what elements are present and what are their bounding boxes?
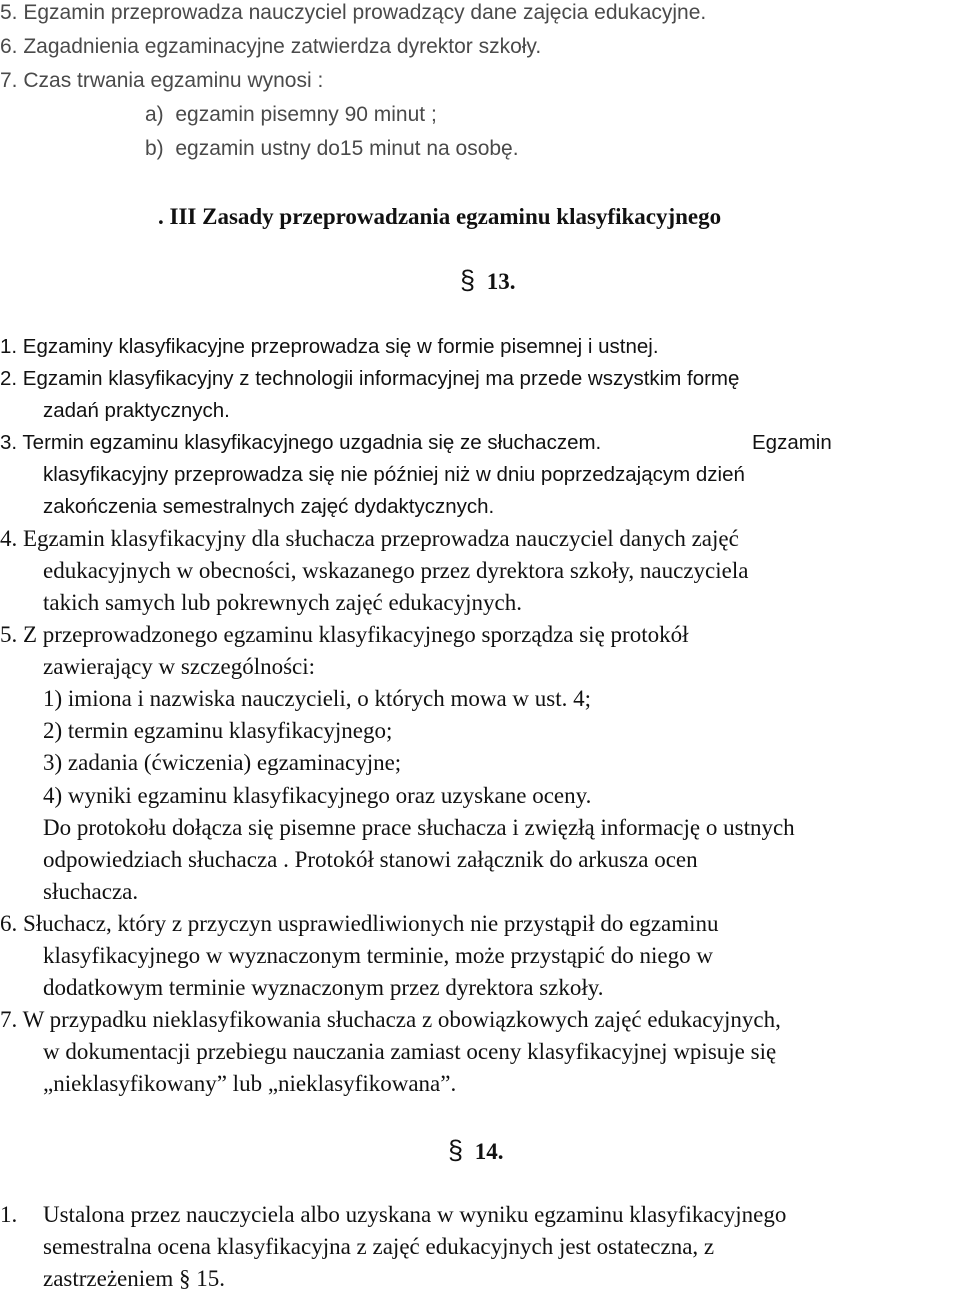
par13-line: 6. Słuchacz, który z przyczyn usprawiedliwionych nie przystąpił do egzaminu: [0, 911, 719, 936]
par13-line: 5. Z przeprowadzonego egzaminu klasyfikacyjnego sporządza się protokół: [0, 622, 689, 647]
list-item-7: 7. Czas trwania egzaminu wynosi :: [0, 69, 324, 92]
par13-line: 2. Egzamin klasyfikacyjny z technologii informacyjnej ma przede wszystkim formę: [0, 367, 740, 390]
section-heading: . III Zasady przeprowadzania egzaminu klasyfikacyjnego: [158, 204, 722, 229]
par13-line: klasyfikacyjny przeprowadza się nie później niż w dniu poprzedzającym dzień: [43, 463, 745, 486]
par13-line: klasyfikacyjnego w wyznaczonym terminie, może przystąpić do niego w: [43, 943, 713, 968]
paragraph-number: 13.: [486, 269, 516, 294]
par13-line: zadań praktycznych.: [43, 399, 230, 422]
par13-line: „nieklasyfikowany” lub „nieklasyfikowana”.: [43, 1071, 457, 1096]
par14-item-number: 1.: [0, 1202, 18, 1227]
par13-line: takich samych lub pokrewnych zajęć edukacyjnych.: [43, 590, 522, 615]
paragraph-13-heading: [460, 264, 516, 296]
par13-line: 7. W przypadku nieklasyfikowania słuchacza z obowiązkowych zajęć edukacyjnych,: [0, 1007, 781, 1032]
par13-line: 4. Egzamin klasyfikacyjny dla słuchacza przeprowadza nauczyciel danych zajęć: [0, 526, 739, 551]
par13-line: 4) wyniki egzaminu klasyfikacyjnego oraz uzyskane oceny.: [43, 783, 592, 808]
par13-line: w dokumentacji przebiegu nauczania zamiast oceny klasyfikacyjnej wpisuje się: [43, 1039, 777, 1064]
section-sign-icon: §: [448, 1135, 464, 1165]
section-sign-icon: §: [460, 265, 476, 295]
par13-line: 3. Termin egzaminu klasyfikacyjnego uzgadnia się ze słuchaczem.: [0, 431, 602, 454]
list-item-5: 5. Egzamin przeprowadza nauczyciel prowadzący dane zajęcia edukacyjne.: [0, 1, 707, 24]
par13-line: 1) imiona i nazwiska nauczycieli, o których mowa w ust. 4;: [43, 686, 592, 711]
par13-line: edukacyjnych w obecności, wskazanego przez dyrektora szkoły, nauczyciela: [43, 558, 749, 583]
par13-line: zawierający w szczególności:: [43, 654, 316, 679]
par13-line: 1. Egzaminy klasyfikacyjne przeprowadza się w formie pisemnej i ustnej.: [0, 335, 659, 358]
par14-line: zastrzeżeniem § 15.: [43, 1266, 225, 1291]
par13-line: słuchacza.: [43, 879, 139, 904]
paragraph-14-heading: [448, 1134, 504, 1166]
par14-line: Ustalona przez nauczyciela albo uzyskana w wyniku egzaminu klasyfikacyjnego: [43, 1202, 787, 1227]
par13-line: 3) zadania (ćwiczenia) egzaminacyjne;: [43, 750, 402, 775]
par13-line: odpowiedziach słuchacza . Protokół stanowi załącznik do arkusza ocen: [43, 847, 698, 872]
par13-line: 2) termin egzaminu klasyfikacyjnego;: [43, 718, 393, 743]
list-subitem-b: b) egzamin ustny do15 minut na osobę.: [145, 137, 519, 160]
list-item-6: 6. Zagadnienia egzaminacyjne zatwierdza dyrektor szkoły.: [0, 35, 542, 58]
par13-line: dodatkowym terminie wyznaczonym przez dyrektora szkoły.: [43, 975, 604, 1000]
par14-line: semestralna ocena klasyfikacyjna z zajęć edukacyjnych jest ostateczna, z: [43, 1234, 715, 1259]
paragraph-number: 14.: [474, 1139, 504, 1164]
par13-line: zakończenia semestralnych zajęć dydaktycznych.: [43, 495, 495, 518]
list-subitem-a: a) egzamin pisemny 90 minut ;: [145, 103, 437, 126]
par13-line: Egzamin: [752, 431, 832, 454]
par13-line: Do protokołu dołącza się pisemne prace słuchacza i zwięzłą informację o ustnych: [43, 815, 795, 840]
